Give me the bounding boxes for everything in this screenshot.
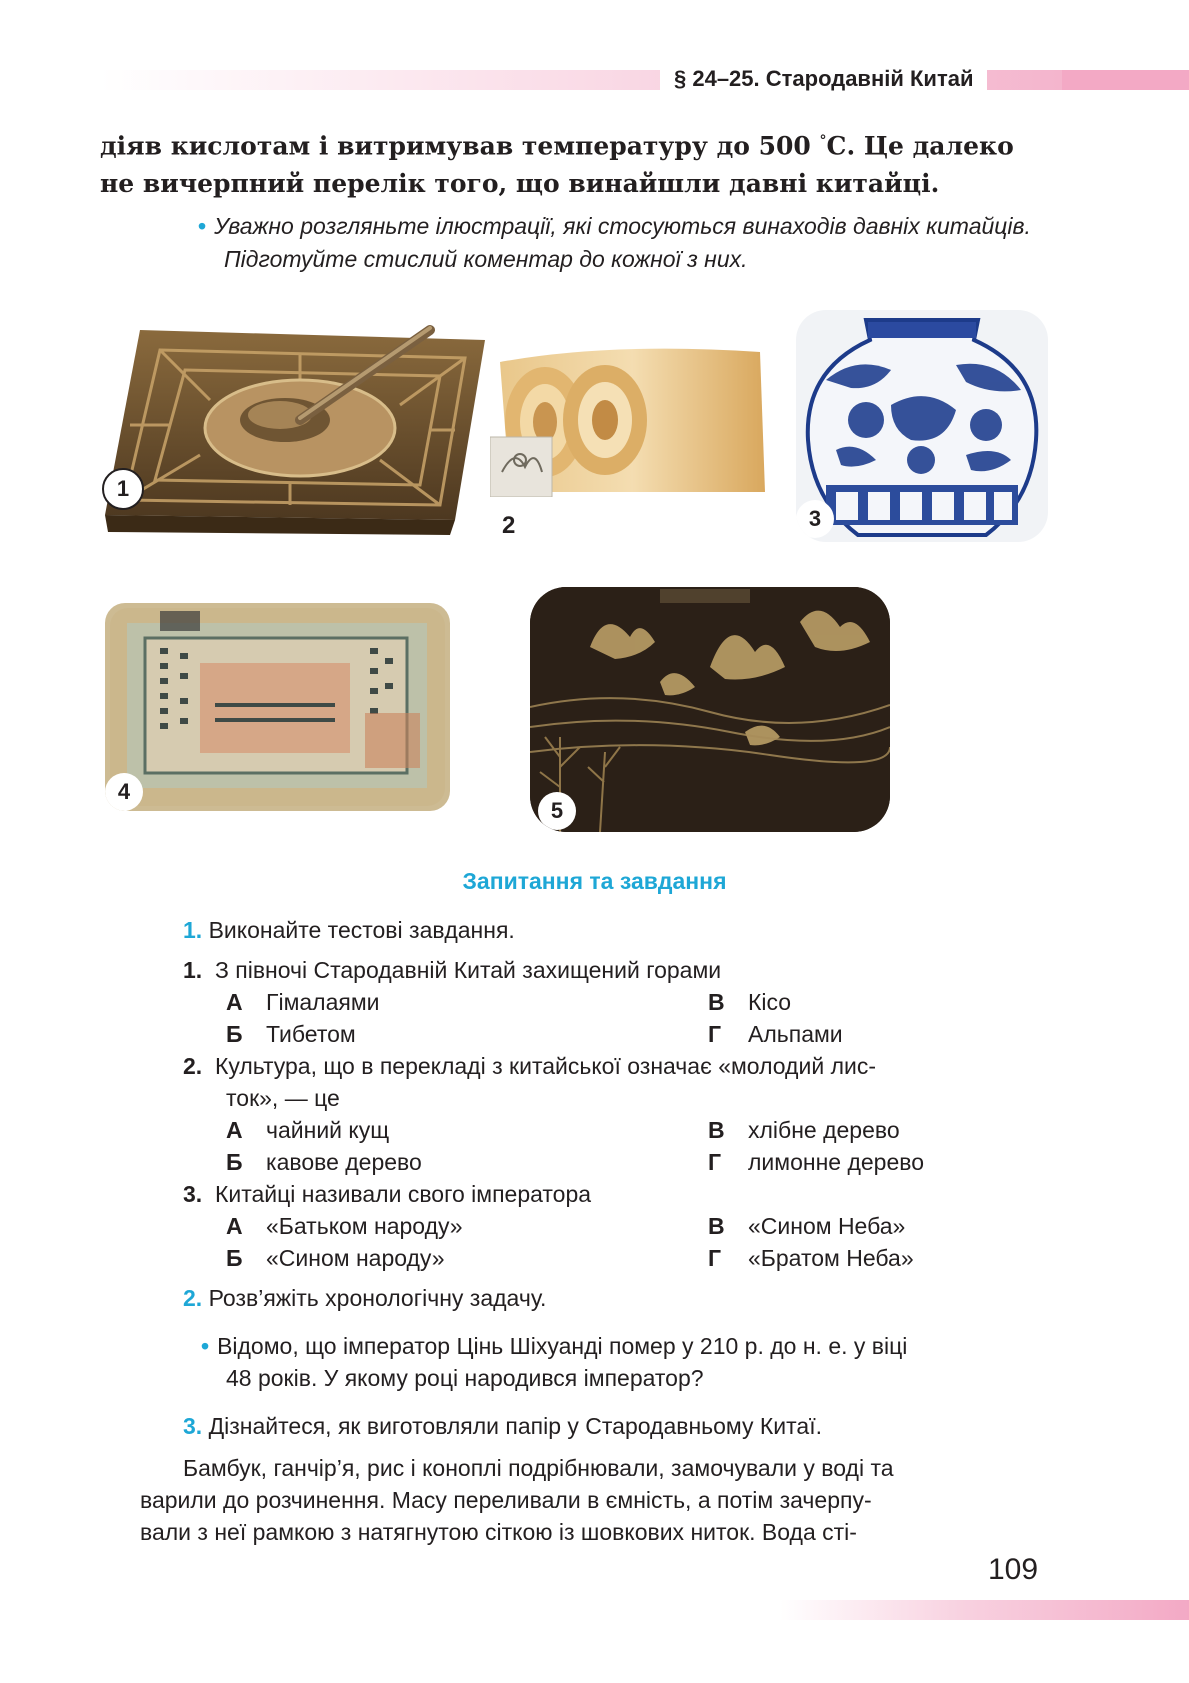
figure-number-badge: 5: [538, 792, 576, 830]
option-text: «Сином Неба»: [748, 1213, 906, 1239]
task-3: [183, 1410, 1083, 1442]
figure-2: [490, 342, 770, 497]
option-text: Гімалаями: [266, 989, 380, 1015]
option-letter: В: [708, 1117, 725, 1143]
page-header-title: § 24–25. Стародавній Китай: [660, 62, 987, 96]
compass-board-image: [100, 320, 495, 540]
intro-text: [100, 122, 1060, 203]
option-q2-b: [226, 1146, 422, 1178]
option-letter: Б: [226, 1149, 243, 1175]
option-letter: Б: [226, 1021, 243, 1047]
option-q3-b: [226, 1242, 445, 1274]
question-text: З півночі Стародавній Китай захищений горами: [214, 957, 722, 983]
intro-line-1-post: С. Це далеко: [826, 131, 1014, 161]
footer-band: [780, 1600, 1189, 1620]
option-text: «Сином народу»: [266, 1245, 445, 1271]
bullet-line-1: Відомо, що імператор Цінь Шіхуанді помер у 210 р. до н. е. у віці: [217, 1333, 908, 1359]
option-text: лимонне дерево: [748, 1149, 925, 1175]
figure-4: [105, 603, 450, 811]
option-q3-v: [708, 1210, 905, 1242]
intro-line-1: [100, 122, 1060, 165]
option-q1-a: [226, 986, 380, 1018]
figure-5: [530, 587, 890, 832]
option-q3-a: [226, 1210, 463, 1242]
figure-2-number: 2: [502, 512, 516, 539]
option-text: Тибетом: [266, 1021, 356, 1047]
question-1: [183, 954, 1083, 986]
question-number: 3.: [183, 1181, 203, 1207]
task-2-bullet-line-2: 48 років. У якому році народився імператор?: [226, 1365, 704, 1391]
figure-number-badge: 3: [796, 500, 834, 538]
option-text: Кісо: [748, 989, 792, 1015]
option-q1-b: [226, 1018, 356, 1050]
bullet-icon: •: [201, 1333, 210, 1359]
task-number: 1.: [183, 917, 203, 943]
paragraph-line-3: вали з неї рамкою з натягнутою сіткою із шовкових ниток. Вода сті-: [140, 1519, 857, 1545]
option-letter: А: [226, 1117, 243, 1143]
task-1: [183, 914, 1083, 946]
option-text: чайний кущ: [266, 1117, 390, 1143]
option-q2-v: [708, 1114, 900, 1146]
task-text: Виконайте тестові завдання.: [208, 917, 515, 943]
option-q1-g: [708, 1018, 843, 1050]
question-text-line-1: Культура, що в перекладі з китайської означає «молодий лис-: [214, 1053, 876, 1079]
intro-line-2: не вичерпний перелік того, що винайшли давні китайці.: [100, 169, 940, 199]
question-number: 2.: [183, 1053, 203, 1079]
bullet-icon: •: [198, 213, 207, 239]
option-letter: Г: [708, 1021, 722, 1047]
task-2: [183, 1282, 1083, 1314]
option-text: хлібне дерево: [748, 1117, 900, 1143]
task-note: [198, 210, 1078, 276]
question-number: 1.: [183, 957, 203, 983]
question-3: [183, 1178, 1083, 1210]
option-q2-g: [708, 1146, 924, 1178]
header-band: [100, 70, 1189, 90]
figure-3: [796, 310, 1048, 542]
porcelain-vase-image: [796, 310, 1048, 542]
task-text: Розв’яжіть хронологічну задачу.: [208, 1285, 547, 1311]
paper-money-image: [105, 603, 450, 811]
option-q3-g: [708, 1242, 914, 1274]
option-letter: Г: [708, 1245, 722, 1271]
task-number: 3.: [183, 1413, 203, 1439]
option-text: «Батьком народу»: [266, 1213, 463, 1239]
question-2: [183, 1050, 1083, 1082]
option-letter: В: [708, 1213, 725, 1239]
figure-1: [100, 320, 495, 540]
option-letter: Г: [708, 1149, 722, 1175]
paragraph-line-1: Бамбук, ганчір’я, рис і коноплі подрібнювали, замочували у воді та: [183, 1455, 894, 1481]
option-letter: А: [226, 1213, 243, 1239]
option-letter: А: [226, 989, 243, 1015]
option-letter: Б: [226, 1245, 243, 1271]
task-2-bullet: [201, 1330, 1101, 1362]
option-q1-v: [708, 986, 791, 1018]
degree-sign: °: [819, 133, 827, 149]
option-text: кавове дерево: [266, 1149, 422, 1175]
paragraph-line-2: варили до розчинення. Масу переливали в ємність, а потім зачерпу-: [140, 1487, 872, 1513]
intro-line-1-pre: діяв кислотам і витримував температуру до 500: [100, 131, 811, 161]
question-text: Китайці називали свого імператора: [214, 1181, 592, 1207]
task-number: 2.: [183, 1285, 203, 1311]
lacquer-painting-image: [530, 587, 890, 832]
task-note-text: Уважно розгляньте ілюстрації, які стосуються винаходів давніх китайців. Підготуйте стислий коментар до кожної з них.: [214, 213, 1031, 272]
section-title: Запитання та завдання: [462, 868, 727, 894]
option-letter: В: [708, 989, 725, 1015]
option-text: Альпами: [748, 1021, 843, 1047]
question-2-line-2: ток», — це: [226, 1085, 340, 1111]
option-q2-a: [226, 1114, 389, 1146]
page-number: 109: [988, 1553, 1039, 1586]
figure-number-badge: 1: [102, 468, 144, 510]
task-text: Дізнайтеся, як виготовляли папір у Стародавньому Китаї.: [208, 1413, 822, 1439]
paper-scrolls-image: [490, 342, 770, 497]
option-text: «Братом Неба»: [748, 1245, 914, 1271]
figure-number-badge: 4: [105, 773, 143, 811]
header-band-right: [1062, 70, 1189, 90]
